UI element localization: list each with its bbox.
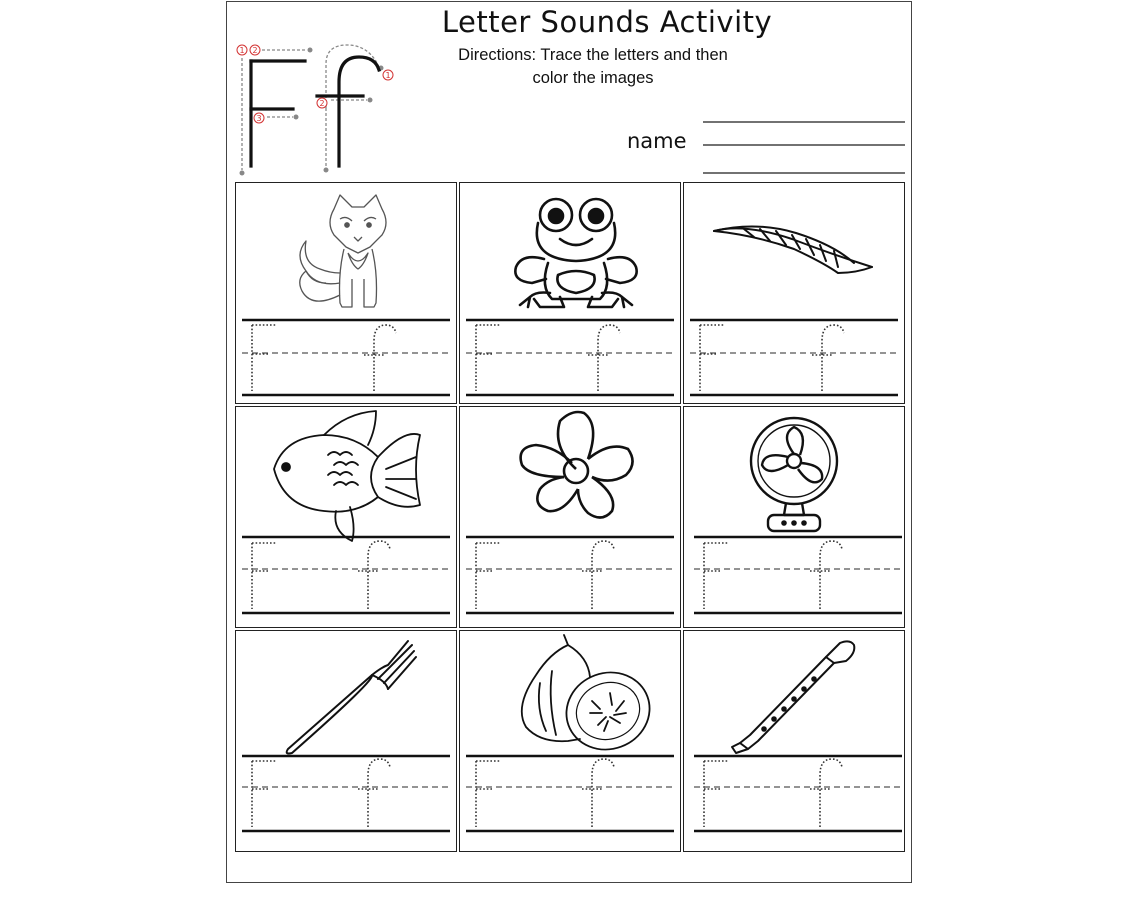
trace-row[interactable] [236, 631, 458, 853]
card-flute [683, 630, 905, 852]
stroke-number-markers [237, 45, 393, 123]
card-fish [235, 406, 457, 628]
card-fork [235, 630, 457, 852]
svg-text:1: 1 [239, 46, 245, 55]
trace-row[interactable] [236, 407, 458, 629]
trace-row[interactable] [684, 631, 906, 853]
trace-row[interactable] [236, 183, 458, 405]
card-flower [459, 406, 681, 628]
trace-row[interactable] [684, 407, 906, 629]
card-fox [235, 182, 457, 404]
trace-row[interactable] [460, 407, 682, 629]
directions-line-1: Directions: Trace the letters and then [458, 46, 728, 64]
card-feather [683, 182, 905, 404]
trace-row[interactable] [460, 183, 682, 405]
letter-formation-guide [231, 42, 401, 180]
directions-line-2: color the images [532, 69, 654, 87]
name-label: name [627, 129, 687, 153]
activity-card-grid [235, 182, 905, 852]
svg-text:2: 2 [252, 46, 258, 55]
trace-row[interactable] [684, 183, 906, 405]
card-fig [459, 630, 681, 852]
trace-row[interactable] [460, 631, 682, 853]
svg-text:3: 3 [256, 114, 262, 123]
directions-text [423, 44, 763, 90]
card-fan [683, 406, 905, 628]
svg-text:1: 1 [385, 71, 391, 80]
name-writing-lines[interactable] [703, 120, 907, 176]
page-title: Letter Sounds Activity [441, 5, 773, 39]
svg-text:2: 2 [319, 99, 325, 108]
card-frog [459, 182, 681, 404]
worksheet-page [226, 1, 912, 883]
